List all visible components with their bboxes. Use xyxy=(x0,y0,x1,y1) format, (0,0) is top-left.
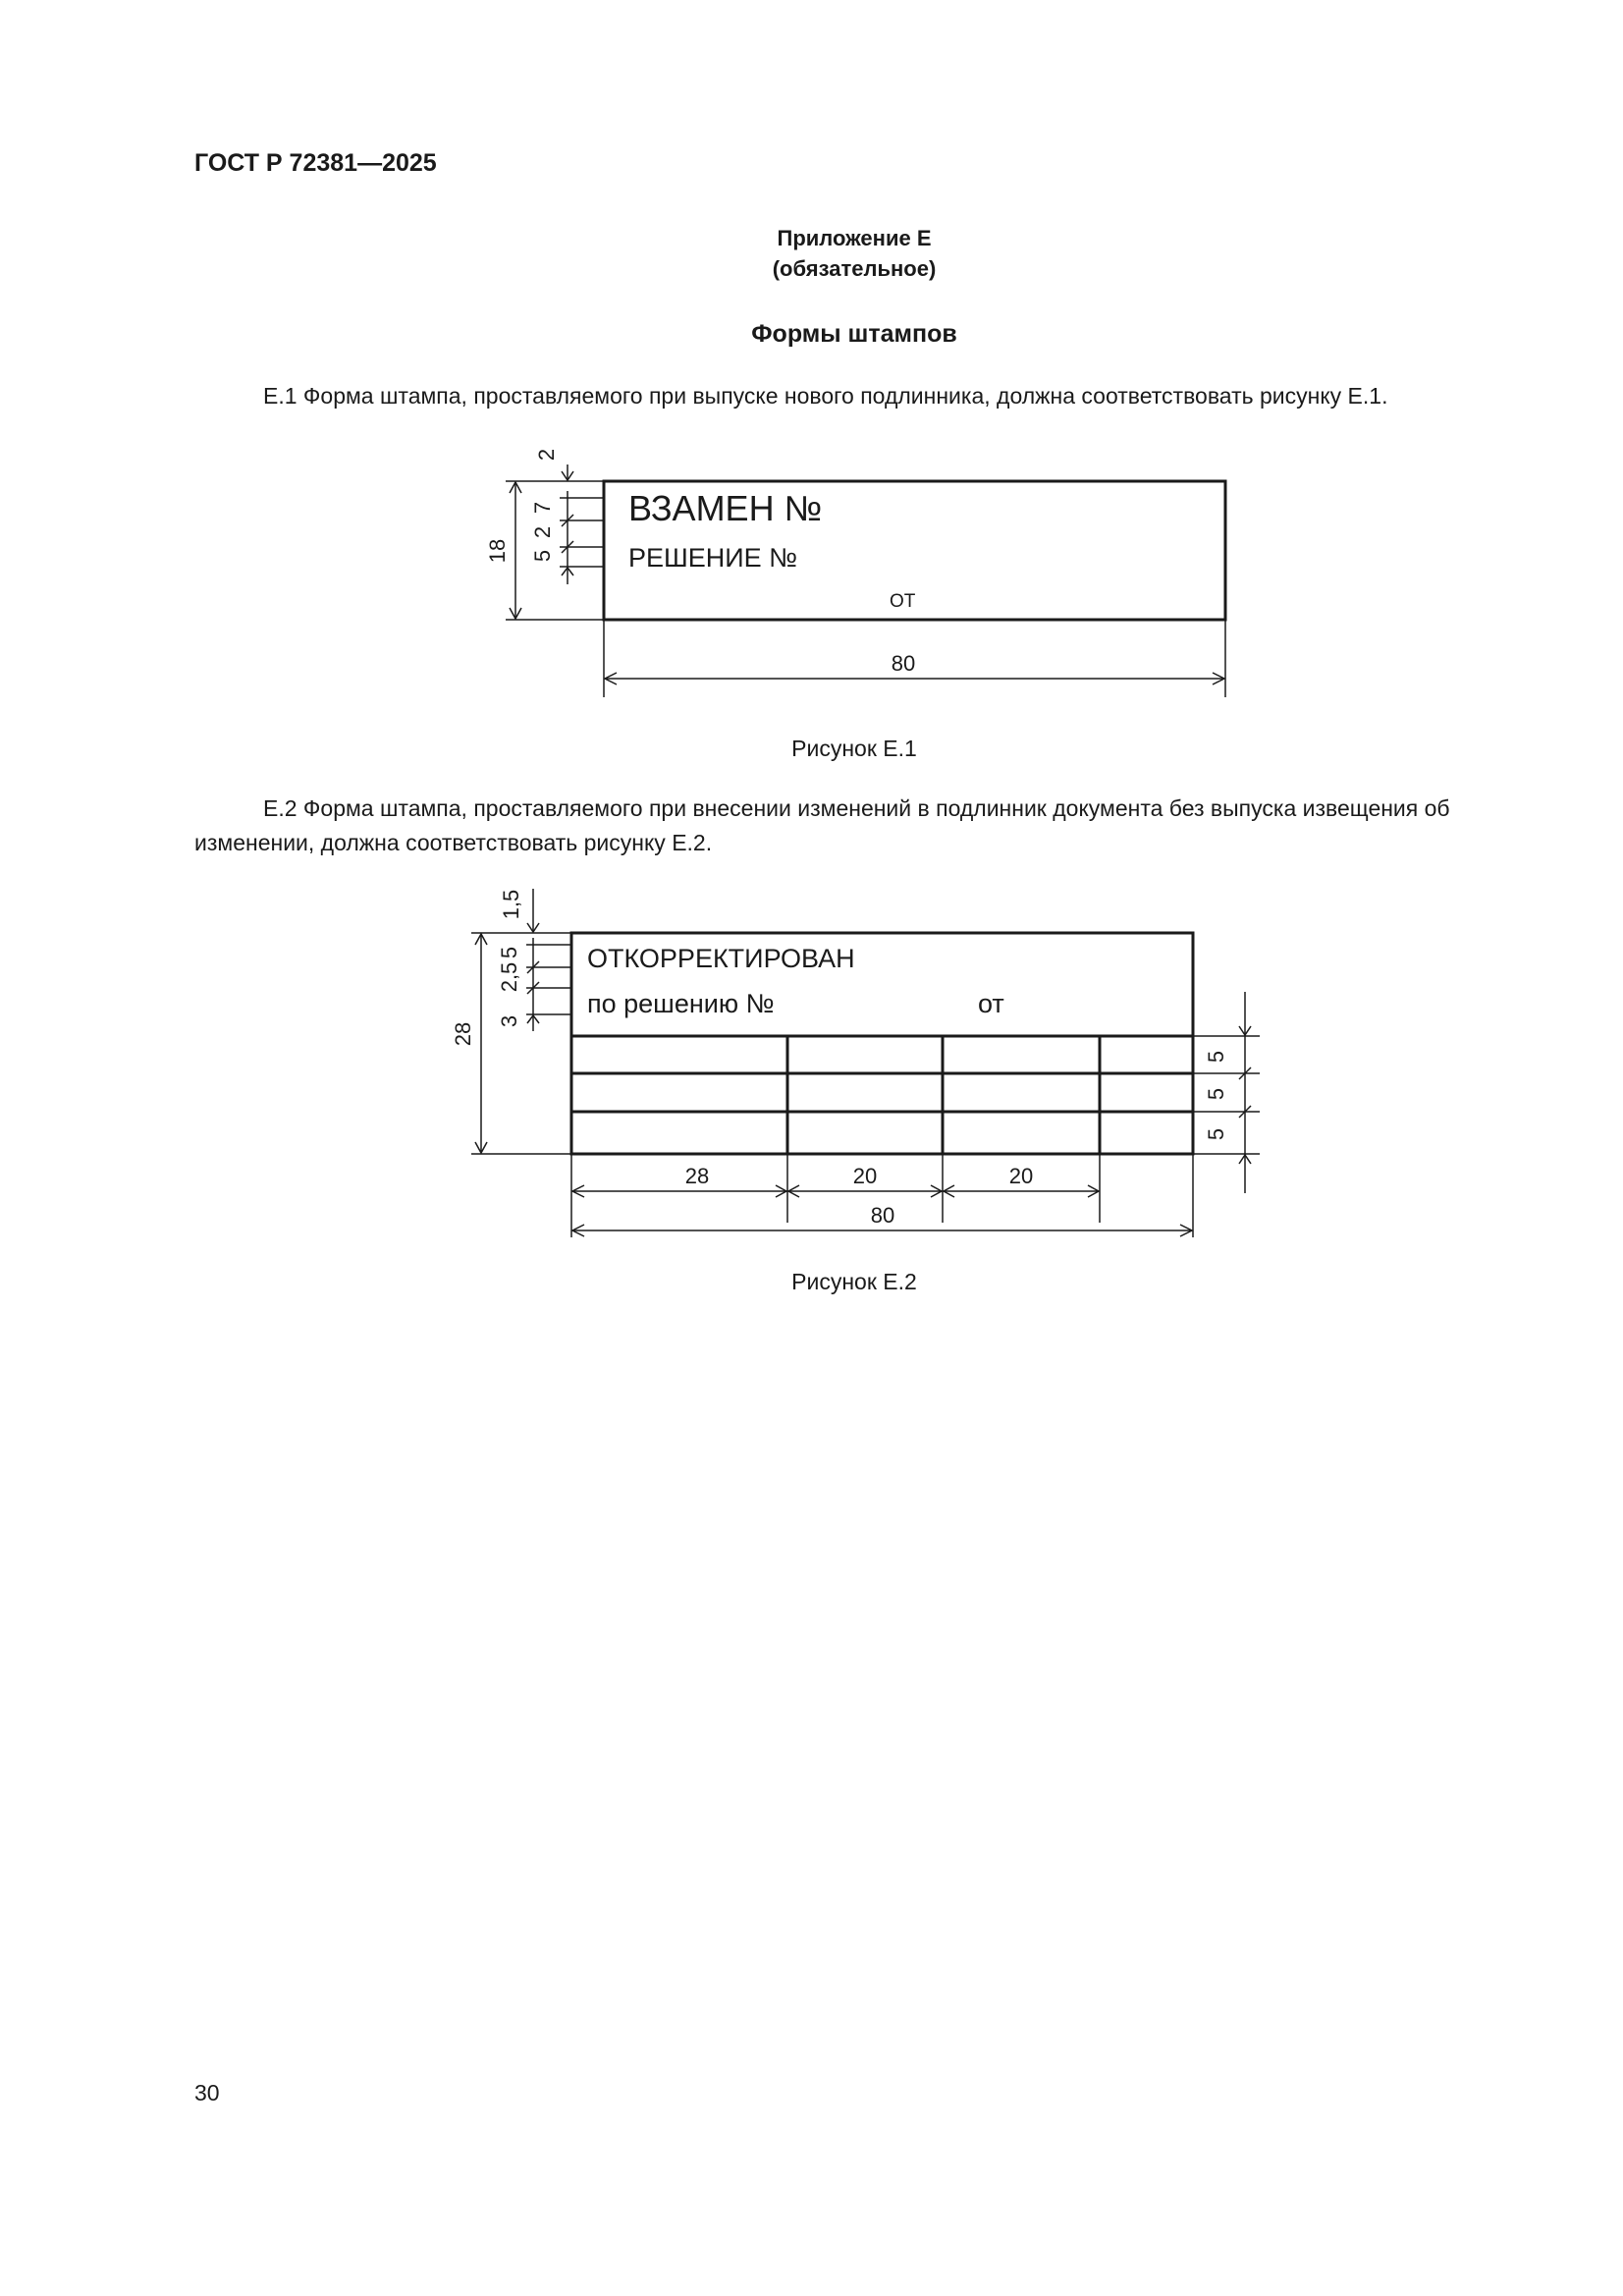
page-number: 30 xyxy=(194,2080,220,2105)
stamp-e1-line3: ОТ xyxy=(890,591,916,612)
stamp-e1-line2: РЕШЕНИЕ № xyxy=(628,543,798,573)
stamp-e2-line2: по решению № xyxy=(587,989,775,1018)
dim-e1-top-offset-label: 2 xyxy=(534,448,559,462)
dim-e2-height-label: 28 xyxy=(451,1021,475,1047)
section-title: Формы штампов xyxy=(751,320,957,348)
dim-e2-col1-label: 28 xyxy=(684,1164,710,1188)
dim-e2-table-row2-label: 5 xyxy=(1204,1087,1228,1101)
dim-e1-row2-label: 5 xyxy=(530,549,555,563)
dim-e2-width-label: 80 xyxy=(870,1203,895,1228)
caption-e2: Рисунок Е.2 xyxy=(791,1269,917,1294)
appendix-title: Приложение Е xyxy=(777,226,932,250)
dim-e1-width-label: 80 xyxy=(891,651,916,676)
dim-e2-row2-label: 3 xyxy=(497,1014,521,1028)
dim-e2-gap-label: 2,5 xyxy=(497,961,521,993)
dim-e1-height-label: 18 xyxy=(485,538,510,564)
dim-e2-table-row3-label: 5 xyxy=(1204,1127,1228,1141)
dim-e2-row1-label: 5 xyxy=(497,946,521,959)
dim-e2-col2-label: 20 xyxy=(852,1164,878,1188)
stamp-e2-line1: ОТКОРРЕКТИРОВАН xyxy=(587,944,855,973)
appendix-status: (обязательное) xyxy=(772,256,937,281)
stamp-e1-line1: ВЗАМЕН № xyxy=(628,488,823,528)
stamp-e2-line2-right: от xyxy=(978,989,1004,1018)
paragraph-e1-text: Е.1 Форма штампа, проставляемого при выпуске нового подлинника, должна соответствовать рисунку Е.1. xyxy=(263,383,1388,409)
dim-e1-gap-label: 2 xyxy=(530,525,555,539)
dim-e2-col3-label: 20 xyxy=(1008,1164,1034,1188)
paragraph-e2-text: Е.2 Форма штампа, проставляемого при внесении изменений в подлинник документа без выпуска извещения об изменении, должна соответствовать рисунку Е.2. xyxy=(194,795,1450,855)
caption-e1: Рисунок Е.1 xyxy=(791,736,917,761)
dim-e1-row1-label: 7 xyxy=(530,501,555,515)
document-code: ГОСТ Р 72381—2025 xyxy=(194,149,437,177)
dim-e2-table-row1-label: 5 xyxy=(1204,1050,1228,1064)
dim-e2-top-offset-label: 1,5 xyxy=(499,889,523,920)
